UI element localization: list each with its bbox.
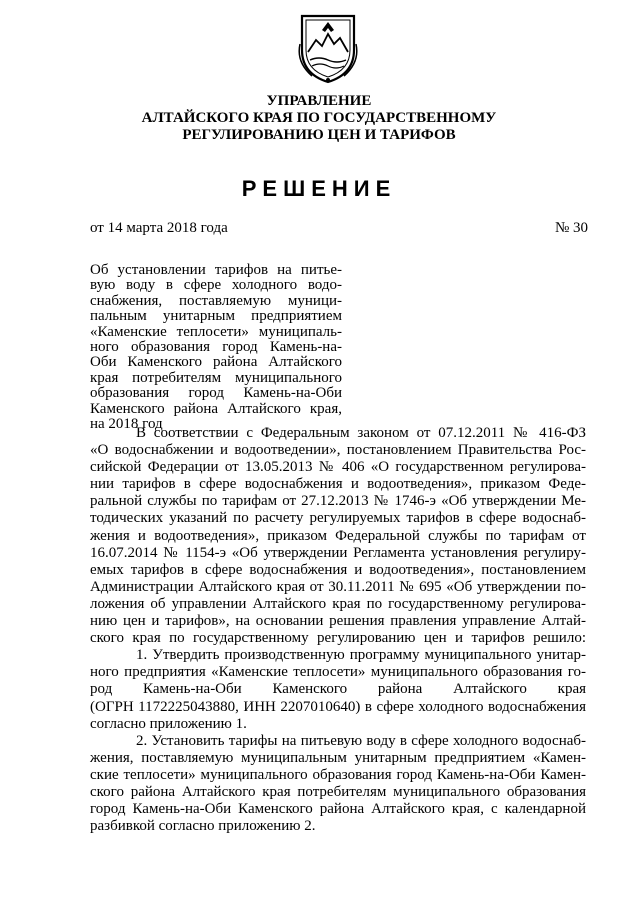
agency-name-line: УПРАВЛЕНИЕ: [266, 93, 372, 109]
document-subject: [90, 263, 342, 432]
subject-line: пальным унитарным предприятием: [90, 308, 342, 325]
subject-line: Каменского района Алтайского края,: [90, 400, 342, 417]
document-body: [90, 425, 586, 835]
body-line: ральной службы по тарифам от 27.12.2013 № 1746-э «Об утверждении Ме-: [90, 493, 586, 510]
agency-name-line: РЕГУЛИРОВАНИЮ ЦЕН И ТАРИФОВ: [182, 127, 456, 143]
body-line: жения и водоотведения», приказом Федеральной службы по тарифам от: [90, 527, 586, 544]
subject-line: образования город Камень-на-Оби: [90, 385, 342, 402]
coat-of-arms-icon: [296, 10, 360, 84]
body-line: род Камень-на-Оби Каменского района Алтайского края: [90, 681, 586, 698]
body-line: Администрации Алтайского края от 30.11.2011 № 695 «Об утверждении по-: [90, 578, 586, 595]
body-line: 2. Установить тарифы на питьевую воду в сфере холодного водоснаб-: [136, 732, 586, 749]
body-line: нии тарифов в сфере водоснабжения и водоотведения», приказом Феде-: [90, 476, 586, 493]
subject-line: вую воду в сфере холодного водо-: [90, 277, 342, 294]
body-line: (ОГРН 1172225043880, ИНН 2207010640) в сфере холодного водоснабжения: [90, 698, 586, 715]
subject-line: «Каменские теплосети» муниципаль-: [90, 323, 342, 340]
body-line: В соответствии с Федеральным законом от 07.12.2011 № 416-ФЗ: [136, 425, 586, 441]
document-title: РЕШЕНИЕ: [241, 176, 397, 201]
subject-line: края потребителям муниципального: [90, 369, 342, 386]
body-line: сийской Федерации от 13.05.2013 № 406 «О государственном регулирова-: [90, 459, 586, 476]
subject-line: Об установлении тарифов на питье-: [90, 262, 342, 278]
body-line: нию цен и тарифов», на основании решения правления управление Алтай-: [90, 613, 586, 630]
body-line: ского района Алтайского края потребителям муниципального образования: [90, 783, 586, 800]
body-line: тодических указаний по расчету регулируемых тарифов в сфере водоснаб-: [90, 510, 586, 527]
body-line: разбивкой согласно приложению 2.: [90, 818, 316, 835]
body-line: ские теплосети» муниципального образования город Камень-на-Оби Камен-: [90, 766, 586, 783]
document-date: от 14 марта 2018 года: [90, 220, 228, 236]
subject-line: снабжения, поставляемую муници-: [90, 292, 342, 309]
body-line: ного предприятия «Каменские теплосети» муниципального образования го-: [90, 664, 586, 681]
document-number: № 30: [554, 220, 588, 236]
body-line: город Камень-на-Оби Каменского района Алтайского края, с календарной: [90, 801, 586, 818]
body-line: «О водоснабжении и водоотведении», постановлением Правительства Рос-: [90, 442, 586, 459]
subject-line: Оби Каменского района Алтайского: [90, 354, 342, 371]
body-line: 1. Утвердить производственную программу муниципального унитар-: [136, 647, 586, 664]
subject-line: на 2018 год: [90, 416, 163, 433]
body-line: ложения об управлении Алтайского края по государственному регулирова-: [90, 595, 586, 612]
body-line: согласно приложению 1.: [90, 715, 247, 732]
body-line: 16.07.2014 № 1154-э «Об утверждении Регламента установления регулиру-: [90, 544, 586, 561]
body-line: жения, поставляемую муниципальным унитарным предприятием «Камен-: [90, 749, 586, 766]
body-line: емых тарифов в сфере водоснабжения и водоотведения», постановлением: [90, 561, 586, 578]
body-line: ского края по государственному регулированию цен и тарифов решило:: [90, 630, 586, 647]
agency-name-line: АЛТАЙСКОГО КРАЯ ПО ГОСУДАРСТВЕННОМУ: [141, 110, 497, 126]
subject-line: ного образования город Камень-на-: [90, 339, 342, 356]
